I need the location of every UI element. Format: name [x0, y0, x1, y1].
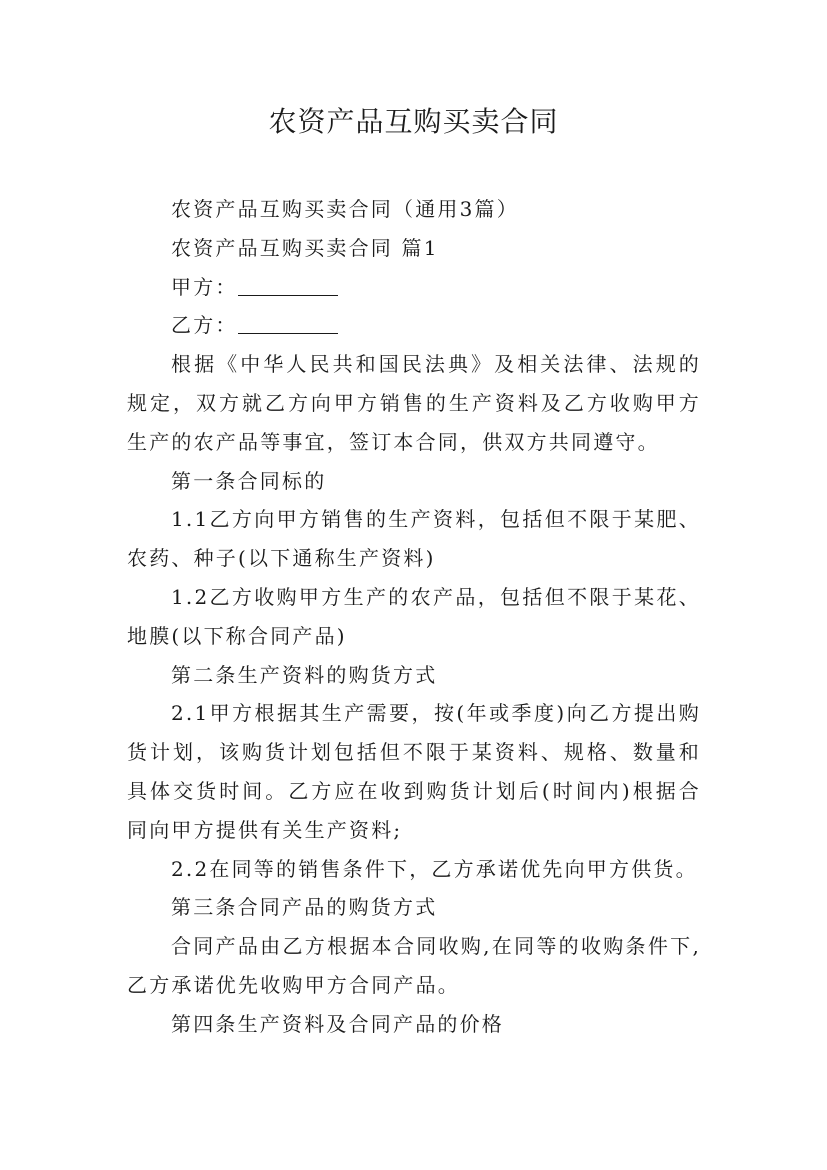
article-3-heading: 第三条合同产品的购货方式 [171, 895, 438, 920]
preamble-paragraph: 根据《中华人民共和国民法典》及相关法律、法规的规定，双方就乙方向甲方销售的生产资料及乙方收购甲方生产的农产品等事宜，签订本合同，供双方共同遵守。 [127, 352, 701, 454]
collection-heading: 农资产品互购买卖合同（通用3篇） [171, 197, 519, 221]
article-2-heading: 第二条生产资料的购货方式 [171, 662, 438, 687]
clause-1-2: 1.2乙方收购甲方生产的农产品，包括但不限于某花、地膜(以下称合同产品) [127, 584, 701, 648]
article-4-heading: 第四条生产资料及合同产品的价格 [171, 1011, 504, 1036]
article-3-paragraph: 合同产品由乙方根据本合同收购,在同等的收购条件下,乙方承诺优先收购甲方合同产品。 [127, 934, 701, 997]
party-b-blank [238, 311, 338, 334]
clause-1-1: 1.1乙方向甲方销售的生产资料，包括但不限于某肥、农药、种子(以下通称生产资料) [127, 507, 701, 571]
contract-heading: 农资产品互购买卖合同 篇1 [171, 235, 439, 260]
party-a-label: 甲方： [171, 274, 238, 299]
party-a-line [127, 268, 701, 307]
article-1-heading: 第一条合同标的 [171, 468, 327, 493]
party-b-label: 乙方： [171, 313, 238, 338]
party-b-line [127, 306, 701, 345]
document-title: 农资产品互购买卖合同 [268, 105, 559, 138]
document-body [127, 190, 701, 1044]
party-a-blank [238, 273, 338, 296]
clause-2-1: 2.1甲方根据其生产需要，按(年或季度)向乙方提出购货计划，该购货计划包括但不限于某资料、规格、数量和具体交货时间。乙方应在收到购货计划后(时间内)根据合同向甲方提供有关生产资料; [127, 701, 701, 842]
clause-2-2: 2.2在同等的销售条件下，乙方承诺优先向甲方供货。 [171, 856, 698, 881]
